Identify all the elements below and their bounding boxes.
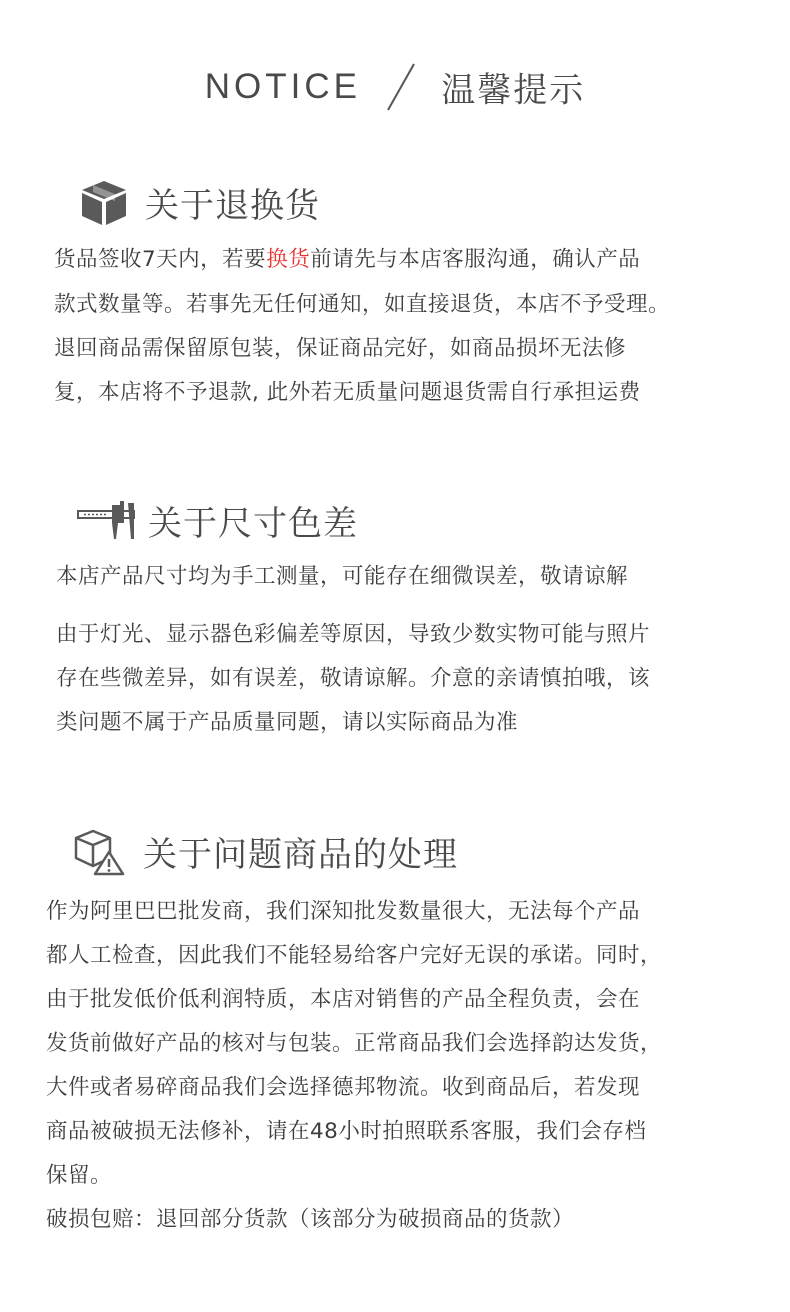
returns-title: 关于退换货: [145, 186, 320, 226]
notice-title-en: NOTICE: [204, 67, 362, 106]
returns-line-3: 退回商品需保留原包装，保证商品完好，如商品损坏无法修: [54, 336, 627, 361]
problem-line-5: 大件或者易碎商品我们会选择德邦物流。收到商品后，若发现: [46, 1075, 641, 1100]
problem-line-2: 都人工检查，因此我们不能轻易给客户完好无误的承诺。同时，: [46, 943, 663, 968]
notice-title-zh: 温馨提示: [441, 70, 586, 111]
size-color-title: 关于尺寸色差: [148, 504, 358, 544]
size-line-3: 存在些微差异，如有误差，敬请谅解。介意的亲请慎拍哦，该: [56, 666, 651, 691]
damage-compensation-line: 破损包赔：退回部分货款（该部分为破损商品的货款）: [46, 1207, 575, 1232]
size-line-4: 类问题不属于产品质量同题，请以实际商品为准: [56, 710, 519, 735]
problem-line-6: 商品被破损无法修补，请在48小时拍照联系客服，我们会存档: [46, 1119, 647, 1144]
slash-divider: [386, 62, 416, 112]
problem-line-7: 保留。: [46, 1163, 113, 1188]
size-line-2: 由于灯光、显示器色彩偏差等原因，导致少数实物可能与照片: [56, 622, 651, 647]
damaged-box-warning-icon: [73, 828, 125, 876]
size-color-section-title: [76, 496, 358, 545]
notice-header: [0, 62, 790, 118]
problem-goods-section-title: [73, 827, 458, 876]
returns-line-4: 复，本店将不予退款, 此外若无质量问题退货需自行承担运费: [54, 380, 641, 405]
size-line-1: 本店产品尺寸均为手工测量，可能存在细微误差，敬请谅解: [56, 564, 629, 589]
problem-line-4: 发货前做好产品的核对与包装。正常商品我们会选择韵达发货，: [46, 1031, 663, 1056]
problem-line-3: 由于批发低价低利润特质，本店对销售的产品全程负责，会在: [46, 987, 641, 1012]
problem-goods-title: 关于问题商品的处理: [143, 835, 458, 875]
returns-section-title: [79, 178, 320, 227]
exchange-highlight: 换货: [266, 247, 311, 272]
problem-line-1: 作为阿里巴巴批发商，我们深知批发数量很大，无法每个产品: [46, 899, 641, 924]
returns-line-1: 货品签收7天内，若要换货前请先与本店客服沟通，确认产品: [54, 247, 641, 272]
box-icon: [79, 179, 129, 227]
caliper-icon: [76, 499, 138, 543]
returns-line-2: 款式数量等。若事先无任何通知，如直接退货，本店不予受理。: [54, 292, 671, 317]
